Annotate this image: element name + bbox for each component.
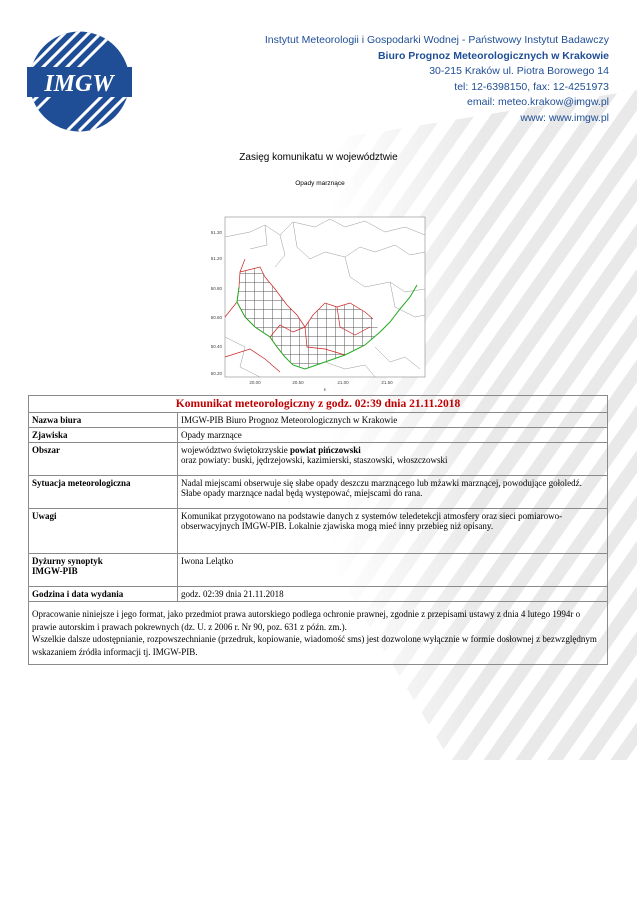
x-tick: 21.50 xyxy=(381,380,393,385)
phenomena-label: Zjawiska xyxy=(29,428,178,443)
office-value: IMGW-PIB Biuro Prognoz Meteorologicznych w Krakowie xyxy=(178,413,608,428)
copyright-note xyxy=(29,602,608,665)
y-tick: 50.80 xyxy=(210,286,222,291)
situation-value: Nadal miejscami obserwuje się słabe opady deszczu marznącego lub mżawki marznącej, powodujące gołoledź. Słabe opady marznące nadal będą występować, miejscami do rana. xyxy=(178,476,608,509)
area-prefix: województwo świętokrzyskie xyxy=(181,445,290,455)
section-title: Zasięg komunikatu w województwie xyxy=(239,152,398,163)
phone-fax: tel: 12-6398150, fax: 12-4251973 xyxy=(454,80,609,93)
duty-label-line1: Dyżurny synoptyk xyxy=(32,556,103,566)
y-tick: 50.20 xyxy=(210,371,222,376)
imgw-logo xyxy=(27,29,132,134)
y-tick: 51.30 xyxy=(210,230,222,235)
situation-label: Sytuacja meteorologiczna xyxy=(29,476,178,509)
duty-forecaster-value: Iwona Lelątko xyxy=(178,554,608,587)
address: 30-215 Kraków ul. Piotra Borowego 14 xyxy=(429,65,609,77)
warning-map xyxy=(205,180,435,390)
x-tick: 20.50 xyxy=(292,380,304,385)
area-other-powiats: oraz powiaty: buski, jędrzejowski, kazimierski, staszowski, włoszczowski xyxy=(181,455,448,465)
issued-label: Godzina i data wydania xyxy=(29,587,178,602)
x-axis-label: E xyxy=(323,387,327,392)
report-title: Komunikat meteorologiczny z godz. 02:39 dnia 21.11.2018 xyxy=(29,396,608,413)
map-title: Opady marznące xyxy=(295,180,345,187)
y-tick: 50.40 xyxy=(210,344,222,349)
office-label: Nazwa biura xyxy=(29,413,178,428)
notes-value: Komunikat przygotowano na podstawie danych z systemów teledetekcji atmosfery oraz sieci pomiarowo-obserwacyjnych IMGW-PIB. Lokalnie zjawiska mogą mieć inny przebieg niż opisany. xyxy=(178,509,608,554)
phenomena-value: Opady marznące xyxy=(178,428,608,443)
y-tick: 51.20 xyxy=(210,256,222,261)
org-name: Instytut Meteorologii i Gospodarki Wodnej - Państwowy Instytut Badawczy xyxy=(264,34,609,46)
email[interactable]: email: meteo.krakow@imgw.pl xyxy=(467,96,609,108)
area-value xyxy=(178,443,608,476)
notes-label: Uwagi xyxy=(29,509,178,554)
duty-forecaster-label xyxy=(29,554,178,587)
map-svg xyxy=(205,197,435,392)
header-contact xyxy=(265,33,609,126)
area-main-powiat: powiat pińczowski xyxy=(289,445,361,455)
distribution-text: Wszelkie dalsze udostępnianie, rozpowszechnianie (przedruk, kopiowanie, wiadomość sms) jest dozwolone wyłącznie w formie dosłownej z bezwzględnym wskazaniem źródła informacji tj. IMGW-PIB. xyxy=(32,634,597,657)
office-name: Biuro Prognoz Meteorologicznych w Krakowie xyxy=(377,49,609,62)
duty-label-line2: IMGW-PIB xyxy=(32,566,78,576)
issued-value: godz. 02:39 dnia 21.11.2018 xyxy=(178,587,608,602)
website[interactable]: www: www.imgw.pl xyxy=(520,111,609,124)
copyright-text: Opracowanie niniejsze i jego format, jako przedmiot prawa autorskiego podlega ochronie prawnej, zgodnie z przepisami ustawy z dnia 4 lutego 1994r o prawie autorskim i prawach pokrewnych (dz. U. z 2006 r. Nr 90, poz. 631 z późn. zm.). xyxy=(32,609,581,632)
logo-text: IMGW xyxy=(44,71,114,97)
report-table xyxy=(28,395,608,665)
area-label: Obszar xyxy=(29,443,178,476)
x-tick: 21.00 xyxy=(337,380,349,385)
x-tick: 20.00 xyxy=(249,380,261,385)
y-tick: 50.60 xyxy=(210,315,222,320)
